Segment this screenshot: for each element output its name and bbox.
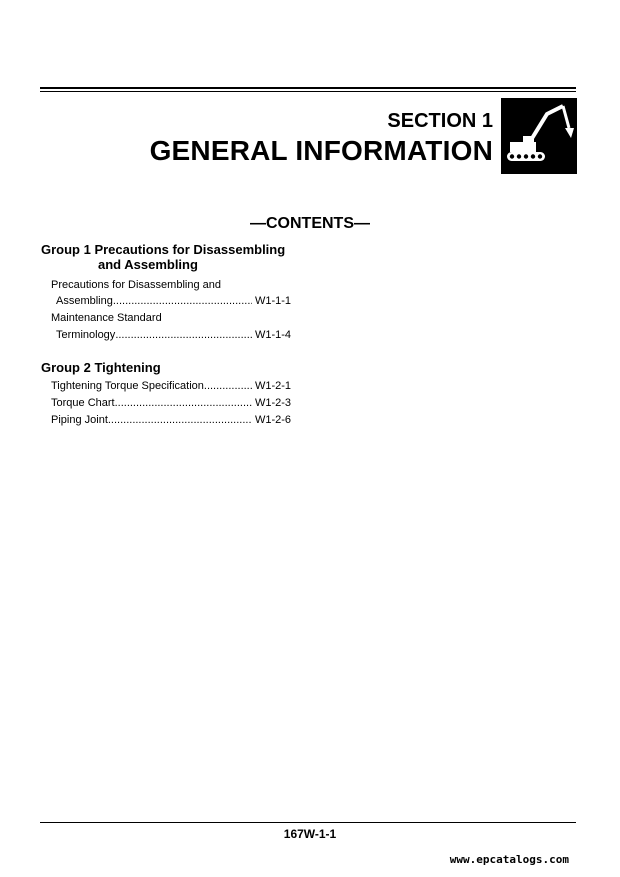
dot-leader — [113, 295, 252, 307]
group-2-title — [41, 360, 161, 375]
toc-entry-title-line1: Precautions for Disassembling and — [51, 279, 221, 291]
toc-entry-title: Assembling — [56, 295, 113, 307]
group-2-title-line1: Group 2 Tightening — [41, 360, 161, 375]
toc-entry-page: W1-1-4 — [254, 329, 291, 341]
toc-entry[interactable] — [51, 380, 291, 392]
toc-entry-title: Piping Joint — [51, 414, 108, 426]
section-title: GENERAL INFORMATION — [149, 135, 493, 166]
toc-entry[interactable] — [56, 295, 291, 307]
header-rule-thick — [40, 87, 576, 89]
contents-heading: —CONTENTS— — [250, 215, 370, 232]
toc-entry-page: W1-1-1 — [254, 295, 291, 307]
excavator-icon — [501, 98, 577, 174]
dot-leader — [204, 380, 252, 392]
toc-entry[interactable] — [51, 414, 291, 426]
toc-entry-title-line1: Maintenance Standard — [51, 312, 162, 324]
toc-entry-title: Terminology — [56, 329, 116, 341]
dot-leader — [108, 414, 252, 426]
group-1-title-line2: and Assembling — [98, 257, 198, 272]
toc-entry-page: W1-2-1 — [254, 380, 291, 392]
footer-rule — [40, 822, 576, 823]
toc-entry-title: Torque Chart — [51, 397, 115, 409]
group-1-title-line1: Group 1 Precautions for Disassembling — [41, 242, 286, 257]
dot-leader — [115, 329, 252, 341]
page-code: 167W-1-1 — [283, 827, 337, 841]
watermark: www.epcatalogs.com — [449, 853, 569, 866]
dot-leader — [115, 397, 252, 409]
toc-entry-page: W1-2-3 — [254, 397, 291, 409]
section-label: SECTION 1 — [387, 110, 493, 132]
toc-entry-title: Tightening Torque Specification — [51, 380, 204, 392]
group-1-title — [41, 242, 285, 272]
toc-entry-page: W1-2-6 — [254, 414, 291, 426]
toc-entry[interactable] — [56, 329, 291, 341]
toc-entry[interactable] — [51, 397, 291, 409]
header-rule-thin — [40, 91, 576, 92]
